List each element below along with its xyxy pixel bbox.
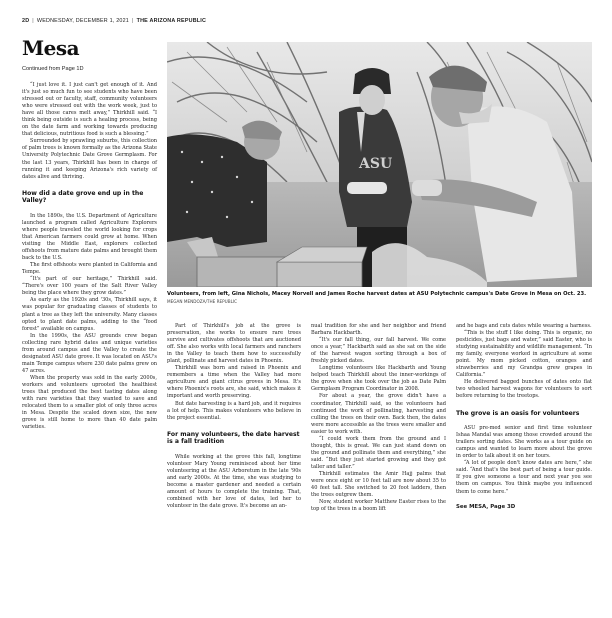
folio-separator: |	[131, 18, 134, 24]
paragraph: When the property was sold in the early 2000s, workers and volunteers uprooted the healthiest trees that produced the best tasting dates along with rare varieties that they wanted to save and relocated them to a smaller plot of only three acres in Mesa. Despite the scaled down size, the new grove is still home to more than 40 date palm varieties.	[22, 374, 157, 431]
paragraph: Part of Thirkhill's job at the grove is preservation, she works to ensure rare trees survive and cultivates offshoots that are auctioned off. She also works with local farmers and ranchers in the Valley to teach them how to successfully plant, pollinate and harvest dates in Phoenix.	[167, 323, 301, 365]
jump-line-link[interactable]: See MESA, Page 3D	[456, 503, 516, 510]
news-photo	[167, 42, 592, 287]
paragraph: Thirkhill was born and raised in Phoenix and remembers a time when the Valley had more agriculture and giant citrus groves in Mesa. It's where Phoenix's roots are, she said, which makes it important and worth preserving.	[167, 365, 301, 400]
publication-name: THE ARIZONA REPUBLIC	[136, 18, 207, 24]
page-number: 2D	[22, 18, 30, 24]
paragraph: “This is the stuff I like doing. This is organic, no pesticides, just bags and water,” said Easter, who is studying sustainability and wildlife management. “In my family, everyone worked in agriculture at some point. My mom picked cotton, oranges and strawberries and my Grandpa grew grapes in California.”	[456, 330, 592, 379]
paragraph: As early as the 1920s and '30s, Thirkhill says, it was popular for graduating classes of students to plant a tree as they left the university. Many classes opted to plant date palms, adding to the “food forest” available on campus.	[22, 297, 157, 332]
paragraph: “It's our fall thing, our fall harvest. We come once a year,” Hackbarth said as she sat on the side of the harvest wagon sorting through a box of freshly picked dates.	[311, 337, 446, 365]
subheading: For many volunteers, the date harvest is a fall tradition	[167, 430, 300, 446]
paragraph: “I could work them from the ground and I thought, this is great. We can just stand down on the ground and pollinate them and everything,” she said. “But they just started growing and they got taller and taller.”	[311, 435, 446, 470]
paragraph: “A lot of people don't know dates are here,” she said. “And that's the best part of being a tour guide. If you give someone a tour and next year you see them on campus. You think maybe you influenced them to come here.”	[456, 460, 592, 495]
article-column-2	[167, 323, 301, 510]
photo-caption	[167, 291, 592, 306]
paragraph: Longtime volunteers like Hackbarth and Young helped teach Thirkhill about the inner-workings of the grove when she took over the job as Date Palm Germplasm Program Coordinator in 2008.	[311, 365, 446, 393]
paragraph: But date harvesting is a hard job, and it requires a lot of help. This makes volunteers who believe in the project essential.	[167, 400, 301, 421]
headline: Mesa	[22, 36, 80, 60]
paragraph: nual tradition for she and her neighbor and friend Barbara Hackbarth.	[311, 323, 446, 337]
article-column-4	[456, 323, 592, 511]
photo-image	[167, 42, 592, 287]
paragraph: In the 1990s, the ASU grounds crew began collecting rare hybrid dates and unique varieties from around campus and the Valley to create the designated ASU date grove. It was located on ASU's main Tempe campus where 230 date palms grew on 47 acres.	[22, 332, 157, 374]
paragraph: Now, student worker Matthew Easter rises to the top of the trees in a boom lift	[311, 499, 446, 513]
caption-text: Volunteers, from left, Gina Nichols, Macey Norvell and James Roche harvest dates at ASU Polytechnic campus's Date Grove in Mesa on Oct. 23.	[167, 291, 587, 297]
paragraph: “It's part of our heritage,” Thirkhill said. “There's over 100 years of the Salt River Valley being the place where they grow dates.”	[22, 276, 157, 297]
paragraph: Surrounded by sprawling suburbs, this collection of palm trees is known formally as the Arizona State University Polytechnic Date Grove Germplasm. For the last 13 years, Thirkhill has been in charge of running it and keeping Arizona's rich variety of dates alive and thriving.	[22, 138, 157, 180]
article-column-1	[22, 82, 157, 431]
folio-line	[22, 18, 206, 24]
asu-letters: ASU	[359, 156, 393, 172]
paragraph: For about a year, the grove didn't have a coordinator, Thirkhill said, so the volunteers had continued the work of pollinating, harvesting and culling the trees on their own. Back then, the dates were more accessible as the trees were smaller and easier to work with.	[311, 393, 446, 435]
subheading: The grove is an oasis for volunteers	[456, 409, 580, 417]
paragraph: In the 1890s, the U.S. Department of Agriculture launched a program called Agriculture Explorers where people traveled the world looking for crops that American farmers could grow at home. When visiting the Middle East, explorers collected offshoots from mature date palms and brought them back to the U.S.	[22, 212, 157, 262]
paragraph: While working at the grove this fall, longtime volunteer Mary Young reminisced about her time volunteering at the ASU Arboretum in the late '90s and early 2000s. At the time, she was studying to become a master gardener and needed a certain amount of hours to complete the training. That, combined with her love of dates, led her to volunteer in the date grove. It's become an an-	[167, 453, 301, 510]
continued-from: Continued from Page 1D	[22, 66, 84, 72]
publication-date: WEDNESDAY, DECEMBER 1, 2021	[36, 18, 129, 24]
folio-separator: |	[32, 18, 34, 24]
paragraph: ASU pre-med senior and first time volunteer Ishaa Mandal was among those crowded around the trailers sorting dates. She works as a tour guide on campus and wanted to learn more about the grove in order to talk about it on her tours.	[456, 425, 592, 460]
paragraph: He delivered bagged bunches of dates onto flat two wheeled harvest wagons for volunteers to sort before returning to the treetops.	[456, 379, 592, 400]
photo-credit: MEGAN MENDOZA/THE REPUBLIC	[167, 299, 238, 304]
article-column-3	[311, 323, 446, 513]
paragraph: “I just love it. I just can't get enough of it. And it's just so much fun to see students who have been stressed out or faculty, staff, community volunteers who were stressed out with the work week, just to have all those cares melt away,” Thirkhill said. “I think being outside is such a healing process, being on the date farm and working towards producing that delicious, nutritious food is such a blessing.”	[22, 82, 157, 138]
paragraph: and he bags and cuts dates while wearing a harness.	[456, 323, 592, 329]
paragraph: Thirkhill estimates the Amir Hajj palms that were once eight or 10 feet tall are now about 35 to 40 feet tall. She switched to 20 foot ladders, then the trees outgrew them.	[311, 470, 446, 499]
paragraph: The first offshoots were planted in California and Tempe.	[22, 262, 157, 276]
subheading: How did a date grove end up in the Valley?	[22, 189, 144, 205]
